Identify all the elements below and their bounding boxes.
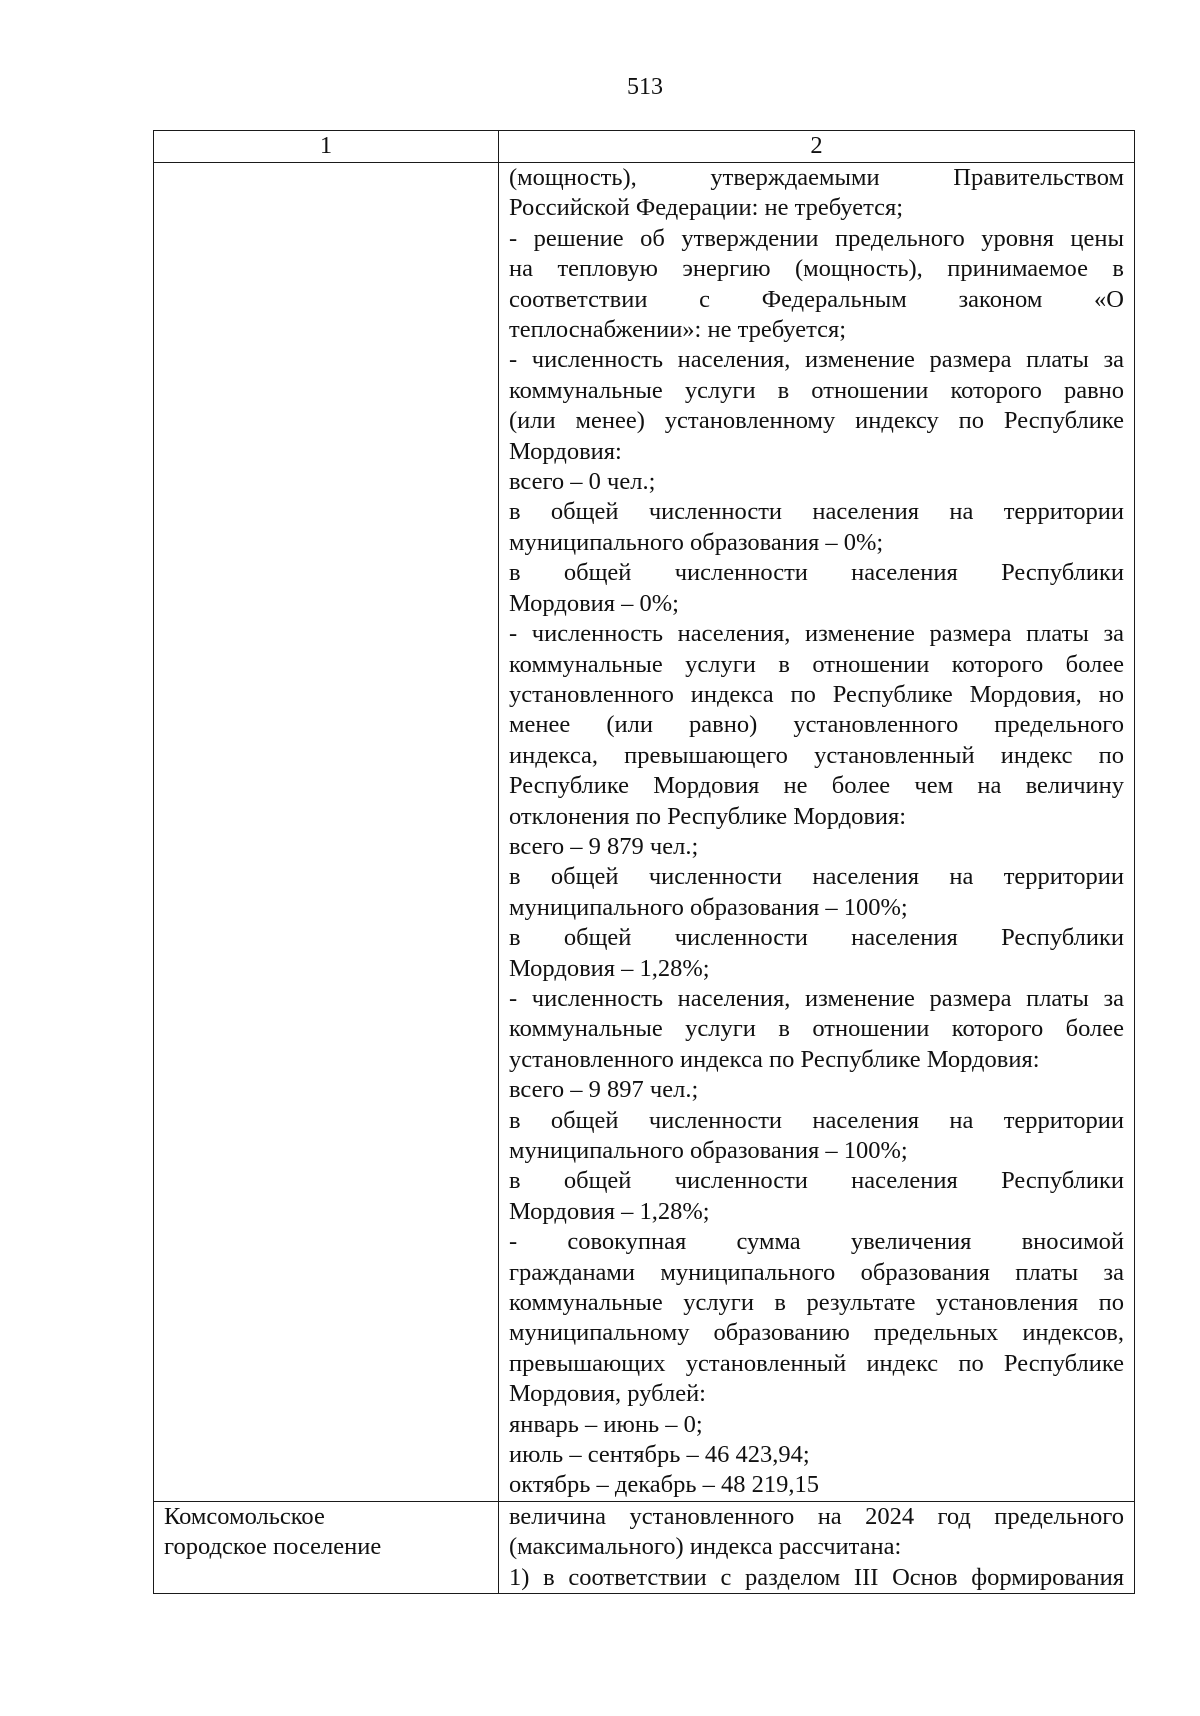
cell-text-line: всего – 0 чел.; bbox=[509, 468, 656, 496]
cell-text-line: теплоснабжении»: не требуется; bbox=[509, 316, 847, 344]
cell-text-line: - численность населения, изменение размера платы за bbox=[509, 620, 1124, 648]
cell-text-line: коммунальные услуги в результате установления по bbox=[509, 1289, 1124, 1317]
cell-text-line: - численность населения, изменение размера платы за bbox=[509, 346, 1124, 374]
cell-text-line: муниципального образования – 0%; bbox=[509, 528, 884, 556]
cell-text-line: в общей численности населения на территории bbox=[509, 1106, 1124, 1134]
cell-text-line: Мордовия – 0%; bbox=[509, 589, 679, 617]
cell-text-line: в общей численности населения Республики bbox=[509, 559, 1124, 587]
cell-text-line: муниципального образования – 100%; bbox=[509, 1137, 908, 1164]
cell-text-line: Мордовия: bbox=[509, 437, 622, 465]
cell-text-line: январь – июнь – 0; bbox=[509, 1410, 703, 1438]
cell-text-line: отклонения по Республике Мордовия: bbox=[509, 802, 907, 830]
cell-text-line: 1) в соответствии с разделом III Основ формирования bbox=[509, 1563, 1124, 1591]
cell-text-line: в общей численности населения на территории bbox=[509, 498, 1124, 526]
column-header-1: 1 bbox=[154, 131, 499, 163]
cell-text-line: октябрь – декабрь – 48 219,15 bbox=[509, 1471, 820, 1499]
cell-text-line: превышающих установленный индекс по Республике bbox=[509, 1349, 1124, 1377]
cell-text-line: всего – 9 879 чел.; bbox=[509, 832, 699, 860]
cell-text-line: величина установленного на 2024 год предельного bbox=[509, 1502, 1124, 1530]
document-table bbox=[153, 130, 1135, 1594]
cell-text-line: коммунальные услуги в отношении которого более bbox=[509, 1015, 1124, 1043]
cell-text-line: муниципальному образованию предельных индексов, bbox=[509, 1319, 1124, 1347]
cell-text-line: на тепловую энергию (мощность), принимаемое в bbox=[509, 255, 1124, 283]
cell-text-line: установленного индекса по Республике Мордовия: bbox=[509, 1045, 1040, 1073]
cell-text-line: (мощность), утверждаемыми Правительством bbox=[509, 164, 1124, 191]
cell-text-line: установленного индекса по Республике Мордовия, но bbox=[509, 680, 1124, 708]
cell-text-line: - численность населения, изменение размера платы за bbox=[509, 984, 1124, 1012]
cell-text-line: - совокупная сумма увеличения вносимой bbox=[509, 1228, 1124, 1256]
table-header-row bbox=[154, 131, 1135, 163]
cell-text-line: Комсомольское bbox=[164, 1502, 325, 1530]
cell-text-line: (или менее) установленному индексу по Республике bbox=[509, 407, 1124, 435]
row-2-col-1 bbox=[154, 1501, 499, 1593]
cell-text-line: Мордовия – 1,28%; bbox=[509, 1197, 710, 1225]
column-header-2: 2 bbox=[499, 131, 1135, 163]
cell-text-line: (максимального) индекса рассчитана: bbox=[509, 1533, 902, 1561]
cell-text-line: в общей численности населения Республики bbox=[509, 1167, 1124, 1195]
cell-text-line: менее (или равно) установленного предельного bbox=[509, 711, 1124, 739]
cell-text-line: гражданами муниципального образования платы за bbox=[509, 1258, 1124, 1286]
table-row bbox=[154, 163, 1135, 1502]
cell-text-line: Мордовия, рублей: bbox=[509, 1380, 706, 1408]
row-2-col-2 bbox=[499, 1501, 1135, 1593]
table-row bbox=[154, 1501, 1135, 1593]
cell-text-line: коммунальные услуги в отношении которого равно bbox=[509, 376, 1124, 404]
cell-text-line: индекса, превышающего установленный индекс по bbox=[509, 741, 1124, 769]
row-1-col-1 bbox=[154, 163, 499, 1502]
cell-text-line: в общей численности населения Республики bbox=[509, 924, 1124, 952]
cell-text-line: всего – 9 897 чел.; bbox=[509, 1076, 699, 1104]
cell-text-line: Республике Мордовия не более чем на величину bbox=[509, 772, 1124, 800]
cell-text-line: муниципального образования – 100%; bbox=[509, 893, 908, 921]
cell-text-line: - решение об утверждении предельного уровня цены bbox=[509, 224, 1124, 252]
page-number: 513 bbox=[627, 74, 663, 100]
cell-text-line: Российской Федерации: не требуется; bbox=[509, 194, 904, 222]
cell-text-line: Мордовия – 1,28%; bbox=[509, 954, 710, 982]
cell-text-line: коммунальные услуги в отношении которого более bbox=[509, 650, 1124, 678]
cell-text-line: городское поселение bbox=[164, 1533, 382, 1561]
row-1-col-2 bbox=[499, 163, 1135, 1502]
cell-text-line: июль – сентябрь – 46 423,94; bbox=[509, 1441, 810, 1469]
cell-text-line: соответствии с Федеральным законом «О bbox=[509, 285, 1124, 313]
cell-text-line: в общей численности населения на территории bbox=[509, 863, 1124, 891]
